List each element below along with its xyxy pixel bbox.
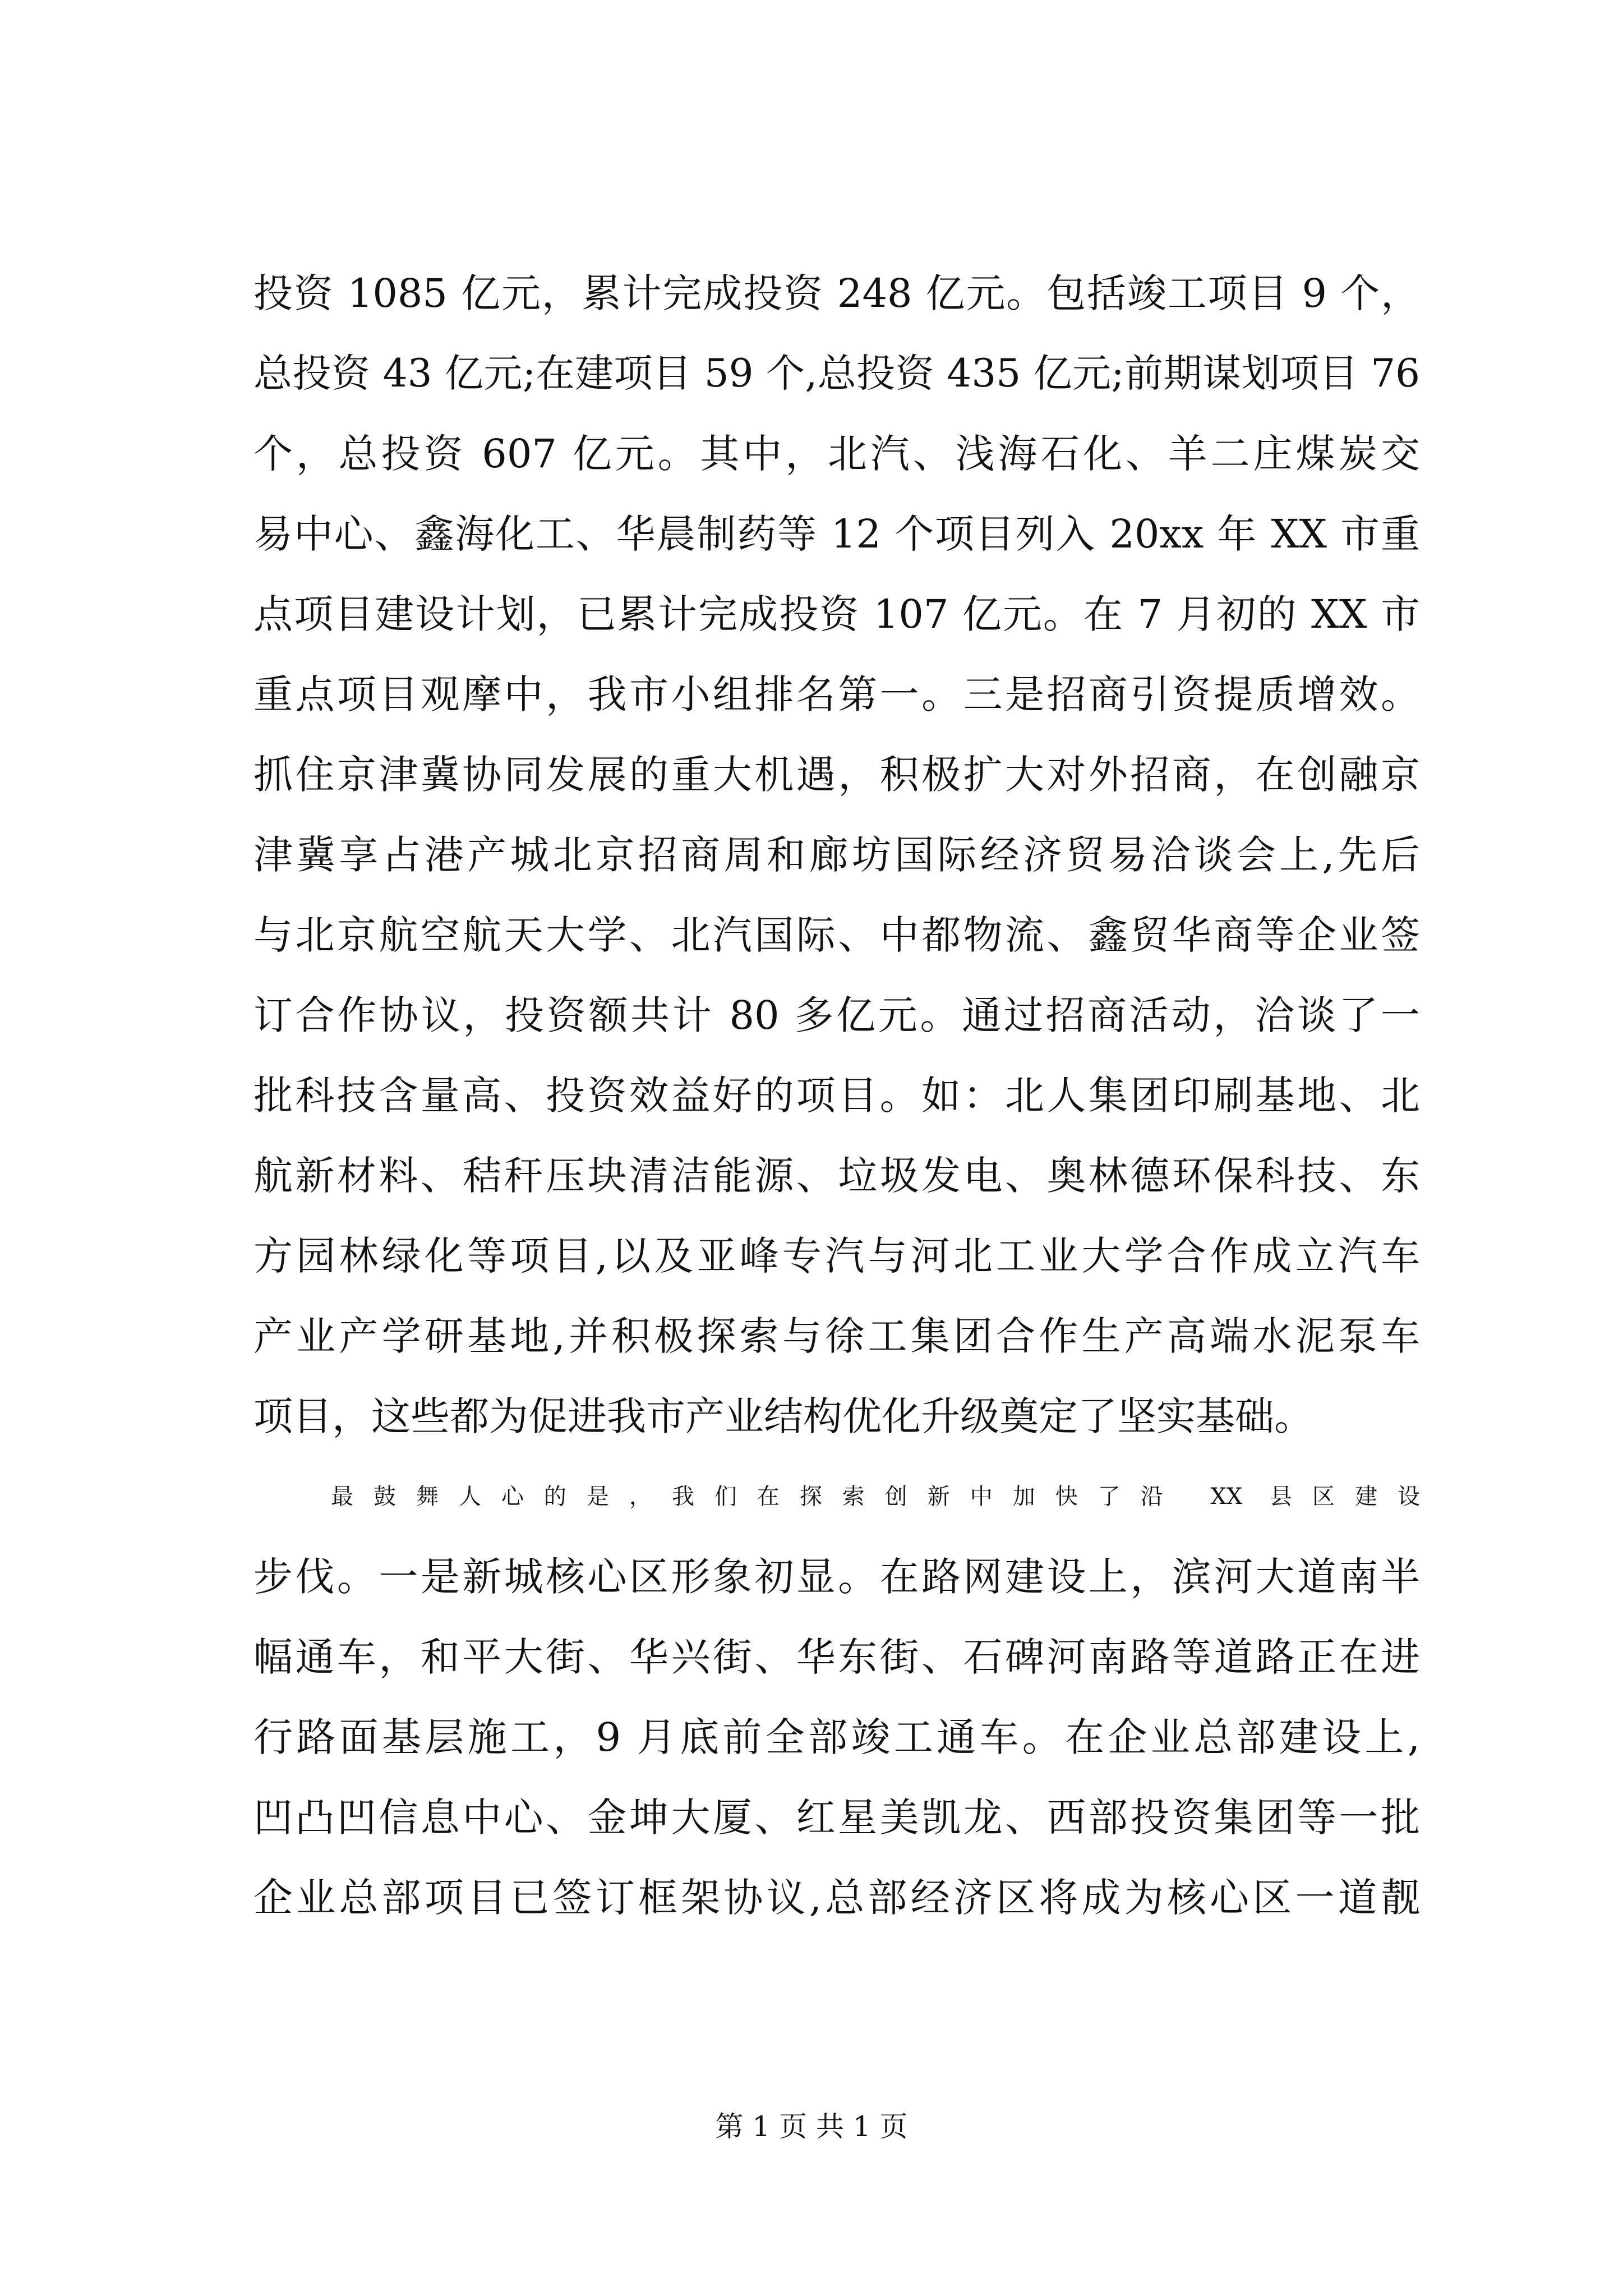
text-line: 投资 1085 亿元，累计完成投资 248 亿元。包括竣工项目 9 个， bbox=[253, 270, 1420, 316]
text-line: 凹凸凹信息中心、金坤大厦、红星美凯龙、西部投资集团等一批 bbox=[253, 1795, 1420, 1841]
text-line: 行路面基层施工，9 月底前全部竣工通车。在企业总部建设上, bbox=[253, 1714, 1420, 1760]
paragraph-1 bbox=[253, 254, 1420, 1457]
text-line: 点项目建设计划，已累计完成投资 107 亿元。在 7 月初的 XX 市 bbox=[253, 591, 1420, 637]
text-line: 项目，这些都为促进我市产业结构优化升级奠定了坚实基础。 bbox=[253, 1393, 1313, 1439]
text-line: 津冀享占港产城北京招商周和廊坊国际经济贸易洽谈会上,先后 bbox=[253, 832, 1420, 878]
text-line: 易中心、鑫海化工、华晨制药等 12 个项目列入 20xx 年 XX 市重 bbox=[253, 511, 1420, 557]
text-line: 订合作协议，投资额共计 80 多亿元。通过招商活动，洽谈了一 bbox=[253, 992, 1420, 1038]
text-line: 抓住京津冀协同发展的重大机遇，积极扩大对外招商，在创融京 bbox=[253, 752, 1420, 798]
text-line: 与北京航空航天大学、北汽国际、中都物流、鑫贸华商等企业签 bbox=[253, 912, 1420, 958]
text-line: 方园林绿化等项目,以及亚峰专汽与河北工业大学合作成立汽车 bbox=[253, 1233, 1420, 1279]
text-line: 幅通车，和平大街、华兴街、华东街、石碑河南路等道路正在进 bbox=[253, 1634, 1420, 1680]
text-line: 批科技含量高、投资效益好的项目。如：北人集团印刷基地、北 bbox=[253, 1073, 1420, 1119]
text-line: 重点项目观摩中，我市小组排名第一。三是招商引资提质增效。 bbox=[253, 671, 1420, 717]
page-footer bbox=[0, 2107, 1623, 2146]
text-line: 产业产学研基地,并积极探索与徐工集团合作生产高端水泥泵车 bbox=[253, 1313, 1420, 1359]
document-body bbox=[253, 254, 1420, 1938]
text-line: 企业总部项目已签订框架协议,总部经济区将成为核心区一道靓 bbox=[253, 1875, 1420, 1921]
text-line: 步伐。一是新城核心区形象初显。在路网建设上，滨河大道南半 bbox=[253, 1554, 1420, 1600]
paragraph-2 bbox=[253, 1457, 1420, 1938]
page-number-label: 第 1 页 共 1 页 bbox=[715, 2110, 908, 2143]
text-line: 最鼓舞人心的是，我们在探索创新中加快了沿 XX 县区建设 bbox=[331, 1484, 1420, 1510]
text-line: 航新材料、秸秆压块清洁能源、垃圾发电、奥林德环保科技、东 bbox=[253, 1153, 1420, 1199]
text-line: 总投资 43 亿元;在建项目 59 个,总投资 435 亿元;前期谋划项目 76 bbox=[253, 351, 1420, 396]
text-line: 个，总投资 607 亿元。其中，北汽、浅海石化、羊二庄煤炭交 bbox=[253, 431, 1420, 477]
